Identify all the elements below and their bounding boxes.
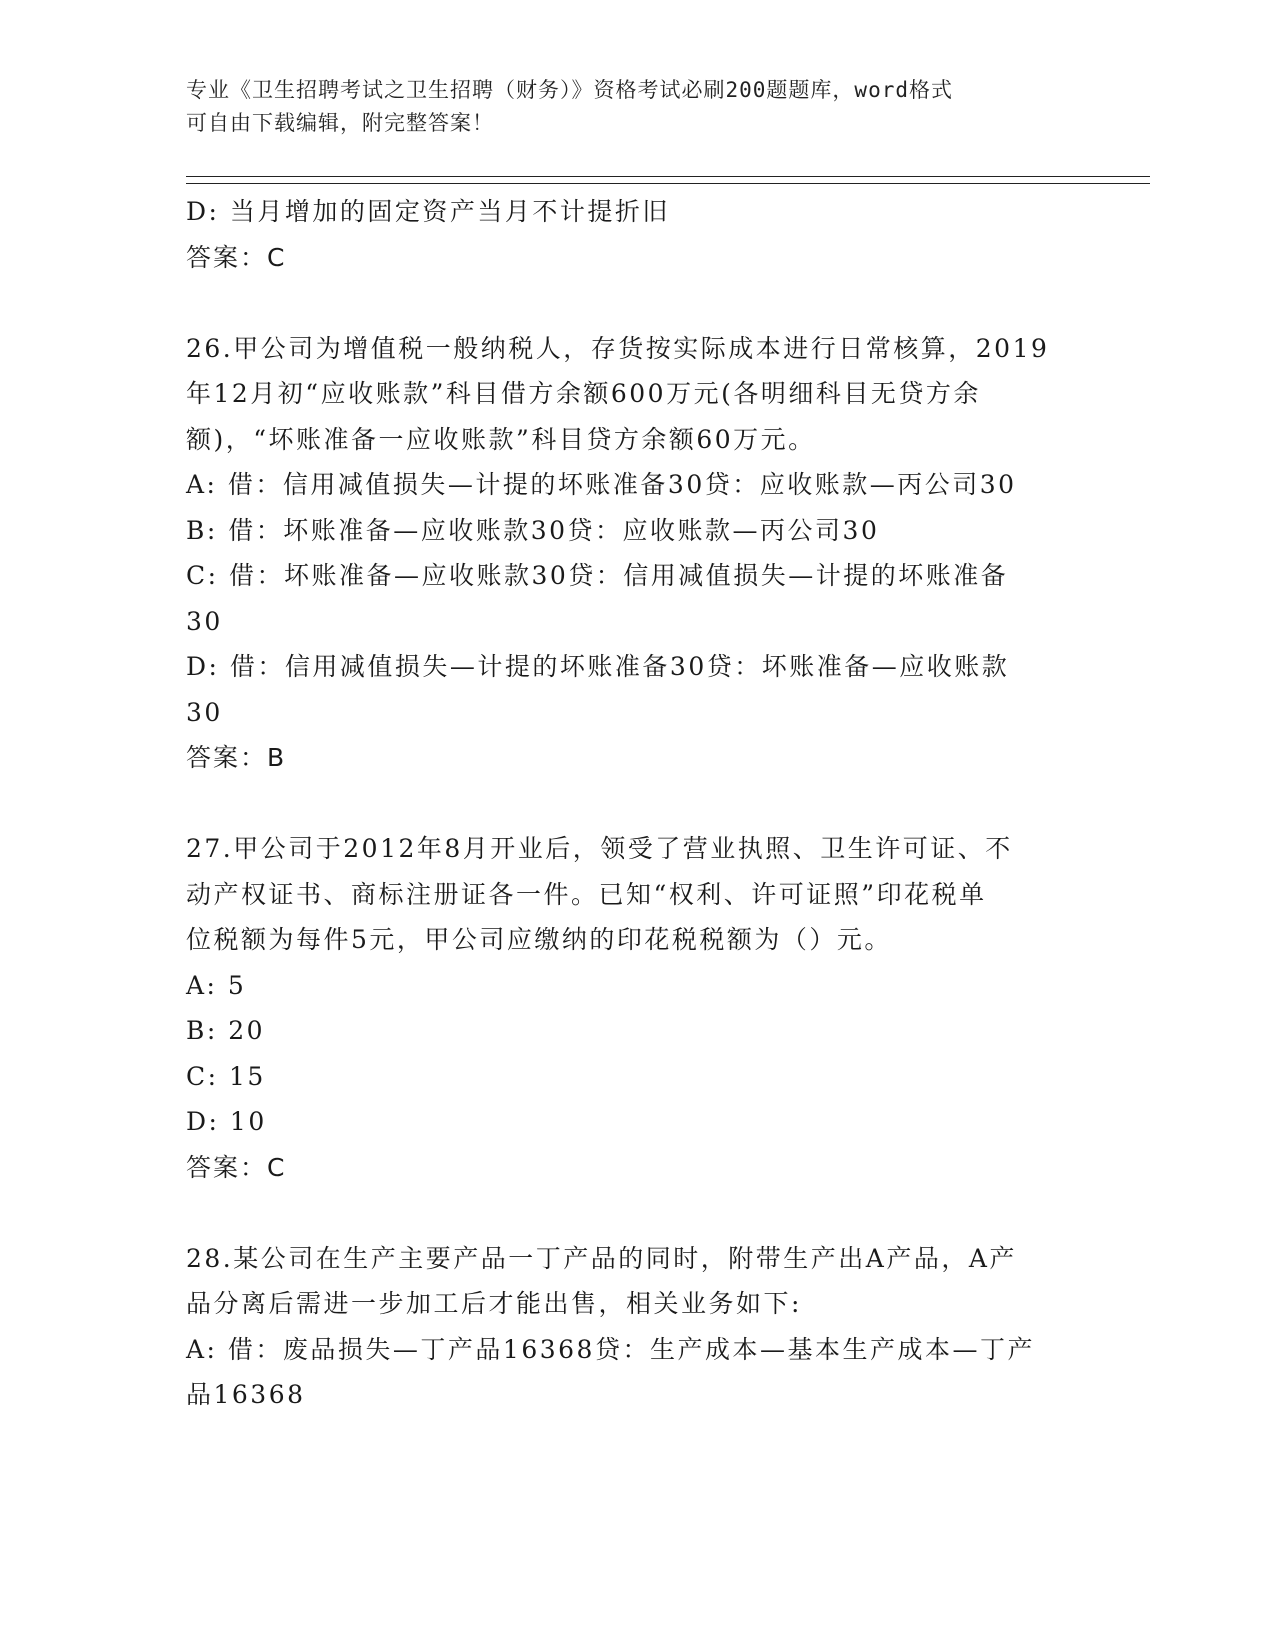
spacer xyxy=(186,1190,1081,1236)
spacer xyxy=(186,781,1081,827)
answer-line: 答案：C xyxy=(186,1152,287,1182)
question-stem-line: 28.某公司在生产主要产品一丁产品的同时，附带生产出A产品，A产 xyxy=(186,1243,1017,1273)
option-c: C: 借：坏账准备—应收账款30贷：信用减值损失—计提的坏账准备 xyxy=(186,561,1009,590)
question-stem-line: 位税额为每件5元，甲公司应缴纳的印花税税额为（）元。 xyxy=(186,925,892,954)
option-c-continued: 30 xyxy=(186,606,223,636)
answer-line: 答案：C xyxy=(186,242,287,272)
question-stem-line: 年12月初“应收账款”科目借方余额600万元(各明细科目无贷方余 xyxy=(186,379,981,408)
option-d: D: 当月增加的固定资产当月不计提折旧 xyxy=(186,197,670,226)
header-title-line-1: 专业《卫生招聘考试之卫生招聘（财务）》资格考试必刷200题题库，word格式 xyxy=(186,78,953,102)
option-b: B: 20 xyxy=(186,1016,266,1045)
question-stem-line: 额)，“坏账准备一应收账款”科目贷方余额60万元。 xyxy=(186,424,816,454)
option-a: A: 借：废品损失—丁产品16368贷：生产成本—基本生产成本—丁产 xyxy=(186,1334,1035,1364)
option-d: D: 借：信用减值损失—计提的坏账准备30贷：坏账准备—应收账款 xyxy=(186,652,1010,681)
page-header xyxy=(186,74,1066,140)
header-title-line-2: 可自由下载编辑，附完整答案！ xyxy=(186,111,494,135)
question-stem-line: 品分离后需进一步加工后才能出售，相关业务如下: xyxy=(186,1289,802,1318)
question-26 xyxy=(186,326,1081,781)
option-d-continued: 30 xyxy=(186,697,223,727)
question-27 xyxy=(186,826,1081,1190)
option-a-continued: 品16368 xyxy=(186,1380,306,1409)
spacer xyxy=(186,280,1081,326)
question-28 xyxy=(186,1236,1081,1418)
option-a: A: 借：信用减值损失—计提的坏账准备30贷：应收账款—丙公司30 xyxy=(186,470,1017,499)
option-a: A: 5 xyxy=(186,970,247,1000)
question-stem-line: 26.甲公司为增值税一般纳税人，存货按实际成本进行日常核算，2019 xyxy=(186,333,1050,363)
question-stem-line: 27.甲公司于2012年8月开业后，领受了营业执照、卫生许可证、不 xyxy=(186,834,1013,863)
option-c: C: 15 xyxy=(186,1061,266,1091)
question-25-tail xyxy=(186,189,1081,280)
option-b: B: 借：坏账准备—应收账款30贷：应收账款—丙公司30 xyxy=(186,515,880,545)
document-body xyxy=(186,189,1081,1418)
option-d: D: 10 xyxy=(186,1107,267,1136)
answer-line: 答案：B xyxy=(186,743,287,772)
question-stem-line: 动产权证书、商标注册证各一件。已知“权利、许可证照”印花税单 xyxy=(186,879,987,909)
header-divider xyxy=(186,176,1150,184)
